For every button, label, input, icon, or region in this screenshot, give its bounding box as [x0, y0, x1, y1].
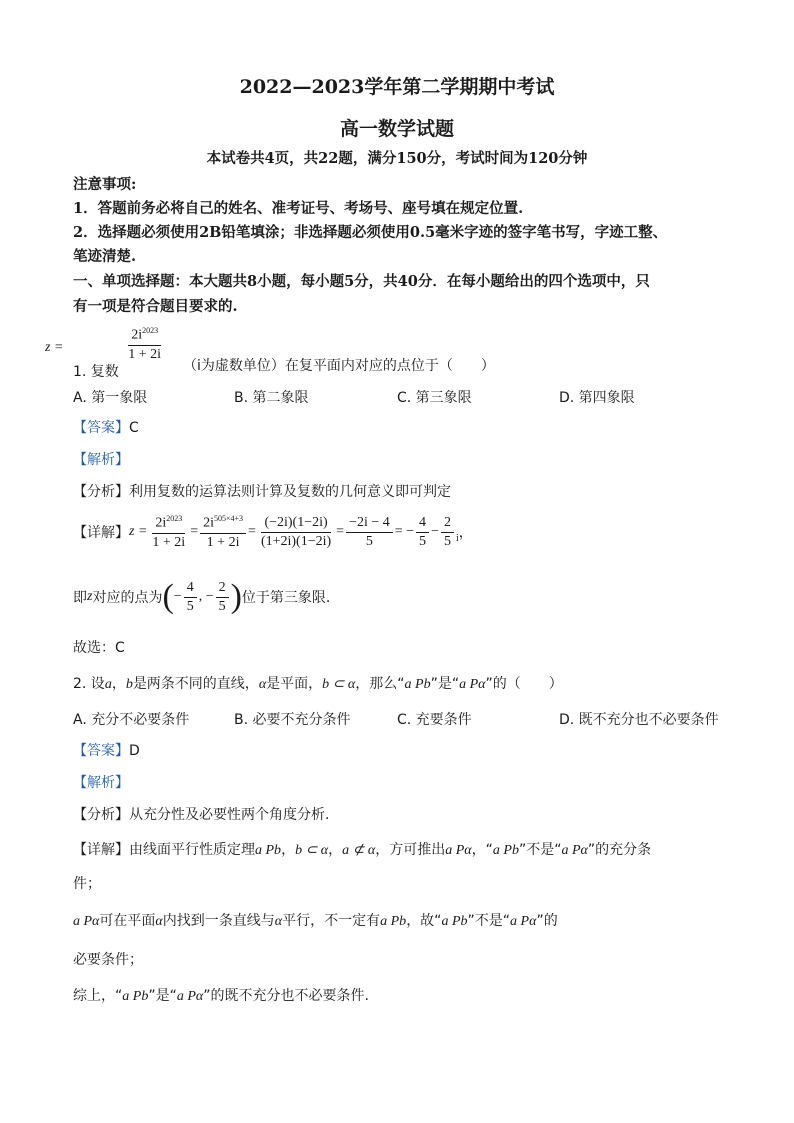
question-1-suffix: （i为虚数单位）在复平面内对应的点位于（ ）: [183, 358, 495, 374]
q2-detail-line-2: a Pα可在平面α内找到一条直线与α平行，不一定有a Pb，故“a Pb”不是“a Pα”的: [73, 913, 558, 929]
q2-option-d[interactable]: D. 既不充分也不必要条件: [559, 712, 719, 728]
question-2-stem: 2. 设a，b是两条不同的直线，α是平面，b ⊂ α，那么“a Pb”是“a Pα”的（ ）: [73, 676, 563, 692]
exam-subtitle: 高一数学试题: [339, 118, 454, 140]
exam-info: 本试卷共4页，共22题，满分150分，考试时间为120分钟: [206, 150, 588, 167]
q1-detail-frac-6: $\frac{2}{5}$: [441, 515, 454, 550]
section-heading-cont: 有一项是符合题目要求的.: [73, 298, 238, 315]
notice-item-2: 2．选择题必须使用2B铅笔填涂；非选择题必须使用0.5毫米字迹的签字笔书写，字迹工整、: [73, 224, 668, 241]
q2-option-a[interactable]: A. 充分不必要条件: [73, 712, 190, 728]
q1-conclusion: 故选：C: [73, 640, 125, 656]
q1-detail-frac-3: $\frac{(-2i)(1-2i)}{(1+2i)(1-2i)}$: [260, 514, 332, 549]
section-heading: 一、单项选择题：本大题共8小题，每小题5分，共40分．在每小题给出的四个选项中，只: [73, 273, 650, 290]
q2-detail-summary: 综上，“a Pb”是“a Pα”的既不充分也不必要条件.: [73, 988, 369, 1004]
q1-fraction: z = $2i^{2023}$ 1 + 2i: [45, 326, 162, 362]
q1-detail-frac-2: $\frac{2i^{505\times 4+3}}{1 + 2i}$: [200, 514, 246, 551]
q1-fenxi: 【分析】利用复数的运算法则计算及复数的几何意义即可判定: [73, 484, 451, 500]
q2-option-c[interactable]: C. 充要条件: [397, 712, 472, 728]
notice-item-2-cont: 笔迹清楚.: [73, 248, 137, 265]
q1-option-c[interactable]: C. 第三象限: [397, 390, 472, 406]
q2-detail-line-1: 【详解】由线面平行性质定理a Pb，b ⊂ α，a ⊄ α，方可推出a Pα，“a Pb”不是“a Pα”的充分条: [73, 842, 652, 858]
q1-analysis-tag: 【解析】: [73, 452, 129, 468]
q2-option-b[interactable]: B. 必要不充分条件: [234, 712, 351, 728]
notice-item-1: 1．答题前务必将自己的姓名、准考证号、考场号、座号填在规定位置.: [73, 200, 524, 217]
q1-detail-frac-5: $\frac{4}{5}$: [416, 515, 429, 550]
q2-detail-line-2-cont: 必要条件；: [73, 952, 143, 968]
q1-point-frac-1: $\frac{4}{5}$: [184, 580, 197, 615]
q1-point: 即 z 对应的点为 ( − $\frac{4}{5}$ , − $\frac{2}{5}$ ) 位于第三象限.: [73, 578, 331, 615]
exam-title: 2022—2023学年第二学期期中考试: [239, 76, 555, 98]
question-1-stem: 1. 复数 z = $2i^{2023}$ 1 + 2i: [73, 326, 166, 363]
q1-detail-frac-1: $\frac{2i^{2023}}{1 + 2i}$: [152, 514, 186, 550]
q2-fenxi: 【分析】从充分性及必要性两个角度分析.: [73, 807, 330, 823]
q1-detail: 【详解】 z = $\frac{2i^{2023}}{1 + 2i}$ = $\frac{2i^{505\times 4+3}}{1 + 2i}$ = $\frac{(-2i)(1-2i)}{(1+2i)(1-2i)}$ = $\frac{-2i - 4}{5}$ = − $\frac{4}{5}$ − $\frac{2}{5}$ i ，: [73, 514, 473, 550]
q1-detail-frac-4: $\frac{-2i - 4}{5}$: [346, 515, 393, 550]
q1-option-d[interactable]: D. 第四象限: [559, 390, 635, 406]
q1-point-frac-2: $\frac{2}{5}$: [216, 580, 229, 615]
q2-answer: 【答案】D: [73, 743, 140, 759]
q2-analysis-tag: 【解析】: [73, 775, 129, 791]
q1-answer: 【答案】C: [73, 420, 139, 436]
q1-option-b[interactable]: B. 第二象限: [234, 390, 309, 406]
q2-detail-line-1-cont: 件；: [73, 876, 101, 892]
q1-option-a[interactable]: A. 第一象限: [73, 390, 148, 406]
notice-heading: 注意事项:: [73, 176, 137, 193]
